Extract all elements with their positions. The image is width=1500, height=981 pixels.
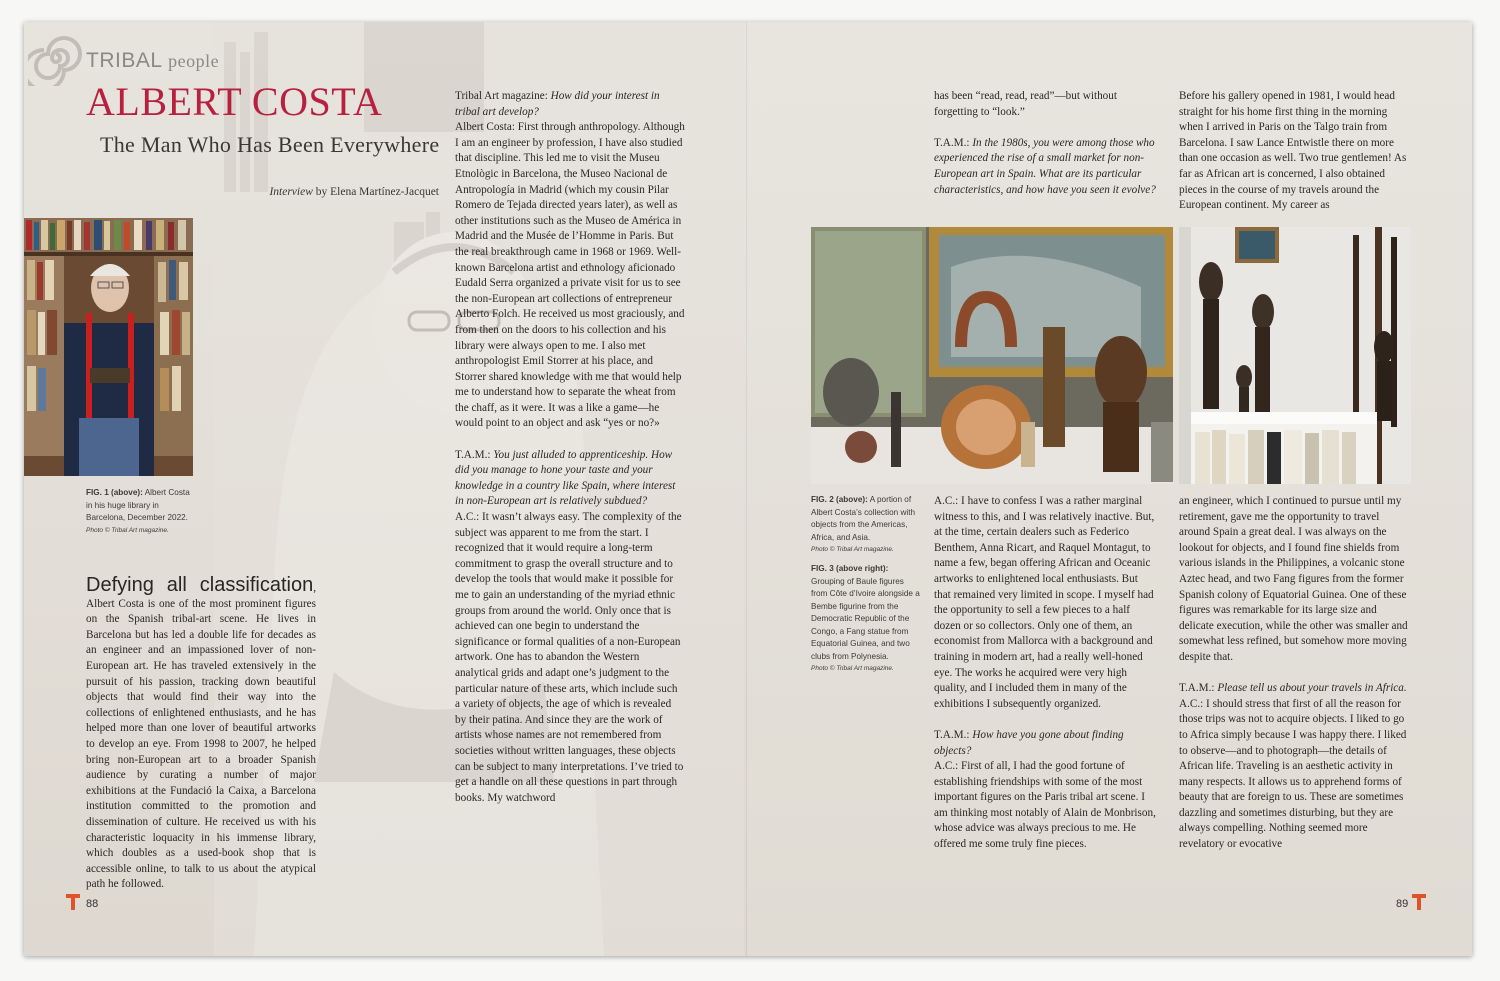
portrait-photo [24, 218, 193, 476]
fig2-text: A portion of Albert Costa’s collection with objects from the Americas, Africa, and Asia. [811, 495, 916, 542]
q1-speaker: Tribal Art magazine: [455, 90, 548, 102]
magazine-spread [24, 22, 1472, 956]
q4-text: How have you gone about finding objects? [934, 728, 1124, 757]
q3-speaker: T.A.M.: [934, 136, 970, 149]
t-logo-icon [66, 894, 80, 910]
byline [254, 186, 439, 198]
a5-text: I should stress that first of all the reason for those trips was not to acquire objects. I liked to go to Africa simply because I was happy there. I liked to observe—and to photograph—the details of African life. Traveling is an aesthetic activity in many respects. It allows us to apprehend forms of beauty that are foreign to us. These are sometimes dazzling and sometimes disturbing, but they are always compelling. Nothing seemed more revelatory or evocative [1179, 697, 1407, 851]
section-sub: people [168, 51, 220, 71]
collection-photo-fig3 [1179, 227, 1411, 484]
fig1-credit: Photo © Tribal Art magazine. [86, 526, 169, 534]
fig2-label: FIG. 2 (above): [811, 495, 868, 504]
lead-paragraph [86, 574, 316, 893]
right-page [748, 22, 1472, 956]
byline-author: by Elena Martínez-Jacquet [312, 186, 439, 198]
column-3-top [934, 89, 1156, 198]
fig1-caption [86, 487, 196, 537]
a3-text: I have to confess I was a rather marginal witness to this, and I was relatively inactive. But, at the time, certain dealers such as Federico Benthem, Anna Ricart, and Raquel Montagut, to name a few, began offering African and Oceanic artworks to enlightened local enthusiasts. But that remained very limited in scope. I myself had the opportunity to sell a few pieces to a half dozen or so collectors. Only one of them, an economist from Mallorca with a background and training in modern art, had a really well-honed eye. The works he acquired were very high quality, and I included them in many of the exhibitions I subsequently organized. [934, 495, 1155, 710]
fig3-caption [811, 563, 921, 676]
a2-text: It wasn’t always easy. The complexity of the subject was apparent to me from the start. I recognized that it would require a long-term commitment to grasp the overall structure and to develop the tools that would make it possible for me to gain an understanding of the myriad ethnic groups from around the world. Only once that is achieved can one begin to understand the significance or formal qualities of a non-European artwork. One has to abandon the Western analytical grids and adapt one’s judgment to the particular nature of these arts, which include such a variety of objects, the age of which is revealed by their patina. And since they are the work of artists whose names are not remembered from societies without written languages, these objects can be subject to many interpretations. I’ve tried to get a handle on all these questions in part through books. My watchword [455, 511, 684, 804]
fig2-credit: Photo © Tribal Art magazine. [811, 546, 894, 553]
byline-prefix: Interview [269, 186, 313, 198]
fig3-label: FIG. 3 (above right): [811, 564, 889, 573]
column-4-bottom [1179, 494, 1411, 853]
t-logo-icon [1412, 894, 1426, 910]
page-number-right: 89 [1396, 898, 1409, 910]
a4-speaker: A.C.: [934, 760, 959, 773]
article-subtitle: The Man Who Has Been Everywhere [100, 132, 440, 157]
column-2 [455, 89, 685, 806]
q4-speaker: T.A.M.: [934, 728, 970, 741]
collection-photo-fig2 [811, 227, 1173, 484]
q3-text: In the 1980s, you were among those who experienced the rise of a small market for non-European art in Spain. What are its particular characteristics, and how have you seen it evolve? [934, 136, 1156, 196]
q5-text: Please tell us about your travels in Africa. [1214, 682, 1407, 695]
a4-text: First of all, I had the good fortune of establishing friendships with some of the most important figures on the Paris tribal art scene. I am thinking most notably of Alain de Monbrison, whose advice was always precious to me. He offered me some truly fine pieces. [934, 760, 1156, 851]
fig3-credit: Photo © Tribal Art magazine. [811, 665, 894, 672]
a5-speaker: A.C.: [1179, 697, 1204, 710]
a1-speaker: Albert Costa: [455, 121, 515, 134]
fig1-label: FIG. 1 (above): [86, 488, 143, 497]
article-title: ALBERT COSTA [86, 79, 383, 124]
q1-text: How did your interest in tribal art develop? [455, 90, 660, 118]
a3-speaker: A.C.: [934, 495, 959, 507]
q5-speaker: T.A.M.: [1179, 682, 1215, 695]
lead-dropcap: Defying all classification [86, 574, 314, 596]
column-4-top [1179, 89, 1411, 214]
spiral-logo-icon [28, 30, 84, 86]
fig2-caption [811, 494, 921, 557]
a2-speaker: A.C.: [455, 511, 480, 524]
col4-top-text: Before his gallery opened in 1981, I would head straight for his home first thing in the morning when I arrived in Paris on the Talgo train from Barcelona. I saw Lance Entwistle there on more than one occasion as well. Two true gentlemen! As far as African art is concerned, I also obtained pieces in the course of my travels around the European continent. My career as [1179, 90, 1407, 212]
a1-text: First through anthropology. Although I am an engineer by profession, I have also studied that discipline. This led me to visit the Museu Etnològic in Barcelona, the Museo Nacional de Antropología in Madrid (which my cousin Pilar Romero de Tejada directed years later), as well as other institutions such as the Museo de América in Madrid and the Musée de l’Homme in Paris. But the real breakthrough came in 1968 or 1969. Well-known Barcelona artist and ethnology aficionado Eudald Serra organized a private visit for us to see the non-European art collections of entrepreneur Alberto Folch. He received us most graciously, and from then on the doors to his collection and his library were always open to me. I also met anthropologist Emil Storrer at his place, and Storrer shared knowledge with me that would help me to understand how to separate the wheat from the chaff, as it were. It was a like a game—he would point to an object and ask “yes or no?» [455, 121, 685, 430]
col3-top-text: has been “read, read, read”—but without forgetting to “look.” [934, 90, 1117, 118]
column-3-bottom [934, 494, 1156, 853]
section-main: TRIBAL [86, 49, 162, 72]
page-number-left: 88 [86, 898, 99, 910]
lead-text: , Albert Costa is one of the most prominent figures on the Spanish tribal-art scene. He lives in Barcelona but has led a double life for decades as an engineer and an impassioned lover of non-European art. He has traveled extensively in the pursuit of his passion, tracking down beautiful objects that would find their way into the collections of enlightened enthusiasts, and he has helped more than one lover of beautiful artworks to develop an eye. From 1998 to 2007, he helped bring non-European art to a broader Spanish audience by curating a number of major exhibitions at the Fundació la Caixa, a Barcelona institution committed to the promotion and dissemination of culture. He received us with his characteristic loquacity in his immense library, which doubles as a used-book shop that is accessible online, to talk to us about the atypical path he followed. [86, 582, 316, 891]
fig1-text: Albert Costa in his huge library in Barcelona, December 2022. [86, 488, 190, 522]
q2-speaker: T.A.M.: [455, 448, 491, 461]
section-label [86, 49, 219, 73]
col4-bottom-text: an engineer, which I continued to pursue until my retirement, gave me the opportunity to travel around Spain a great deal. I was always on the lookout for objects, and I found fine shields from various islands in the Philippines, a volcanic stone Aztec head, and two Fang figures from the former Spanish colony of Equatorial Guinea. One of these figures was remarkable for its large size and delicate execution, while the other was smaller and somewhat less refined, but somehow more moving despite that. [1179, 495, 1408, 663]
left-page [24, 22, 748, 956]
fig3-text: Grouping of Baule figures from Côte d’Ivoire alongside a Bembe figurine from the Democratic Republic of the Congo, a Fang statue from Equatorial Guinea, and two clubs from Polynesia. [811, 576, 920, 661]
q2-text: You just alluded to apprenticeship. How did you manage to hone your taste and your knowledge in a country like Spain, where interest in non-European art is relatively subdued? [455, 448, 676, 508]
